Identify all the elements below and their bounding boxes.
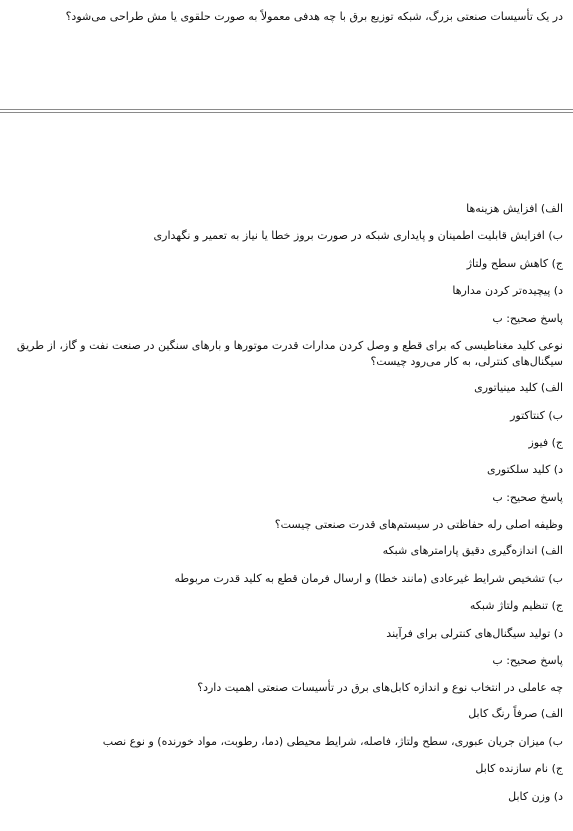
option-line: ج) فیوز (528, 435, 563, 449)
header-question: در یک تأسیسات صنعتی بزرگ، شبکه توزیع برق با چه هدفی معمولاً به صورت حلقوی یا مش طراحی می‌شود؟ (65, 10, 563, 23)
option-line: ج) کاهش سطح ولتاژ (466, 256, 563, 270)
option-line: ج) نام سازنده کابل (475, 762, 563, 776)
answer-line: پاسخ صحیح: ب (492, 490, 563, 504)
option-line: د) پیچیده‌تر کردن مدارها (452, 284, 563, 298)
option-line: ب) افزایش قابلیت اطمینان و پایداری شبکه در صورت بروز خطا یا نیاز به تعمیر و نگهداری (153, 229, 563, 243)
question-text: نوعی کلید مغناطیسی که برای قطع و وصل کردن مدارات قدرت موتورها و بارهای سنگین در صنعت نفت و گاز، از طریق سیگنال‌های کنترلی، به کار می‌رود چیست؟ (16, 339, 563, 369)
option-line: ب) کنتاکتور (510, 408, 563, 422)
question-text: چه عاملی در انتخاب نوع و اندازه کابل‌های برق در تأسیسات صنعتی اهمیت دارد؟ (197, 681, 563, 695)
option-line: الف) صرفاً رنگ کابل (468, 707, 563, 721)
option-line: د) تولید سیگنال‌های کنترلی برای فرآیند (386, 626, 563, 640)
option-line: ب) تشخیص شرایط غیرعادی (مانند خطا) و ارسال فرمان قطع به کلید قدرت مربوطه (174, 571, 563, 585)
answer-line: پاسخ صحیح: ب (492, 311, 563, 325)
option-line: ب) میزان جریان عبوری، سطح ولتاژ، فاصله، شرایط محیطی (دما، رطوبت، مواد خورنده) و نوع نصب (102, 734, 563, 748)
option-line: الف) اندازه‌گیری دقیق پارامترهای شبکه (382, 544, 563, 558)
page-divider (0, 109, 573, 113)
question-text: وظیفه اصلی رله حفاظتی در سیستم‌های قدرت صنعتی چیست؟ (274, 518, 563, 532)
option-line: الف) کلید مینیاتوری (474, 381, 563, 395)
answer-line: پاسخ صحیح: ب (492, 653, 563, 667)
option-line: ج) تنظیم ولتاژ شبکه (469, 599, 563, 613)
option-line: الف) افزایش هزینه‌ها (466, 202, 563, 215)
quiz-content (6, 201, 563, 816)
option-line: د) کلید سلکتوری (486, 463, 563, 477)
option-line: د) وزن کابل (508, 789, 563, 803)
